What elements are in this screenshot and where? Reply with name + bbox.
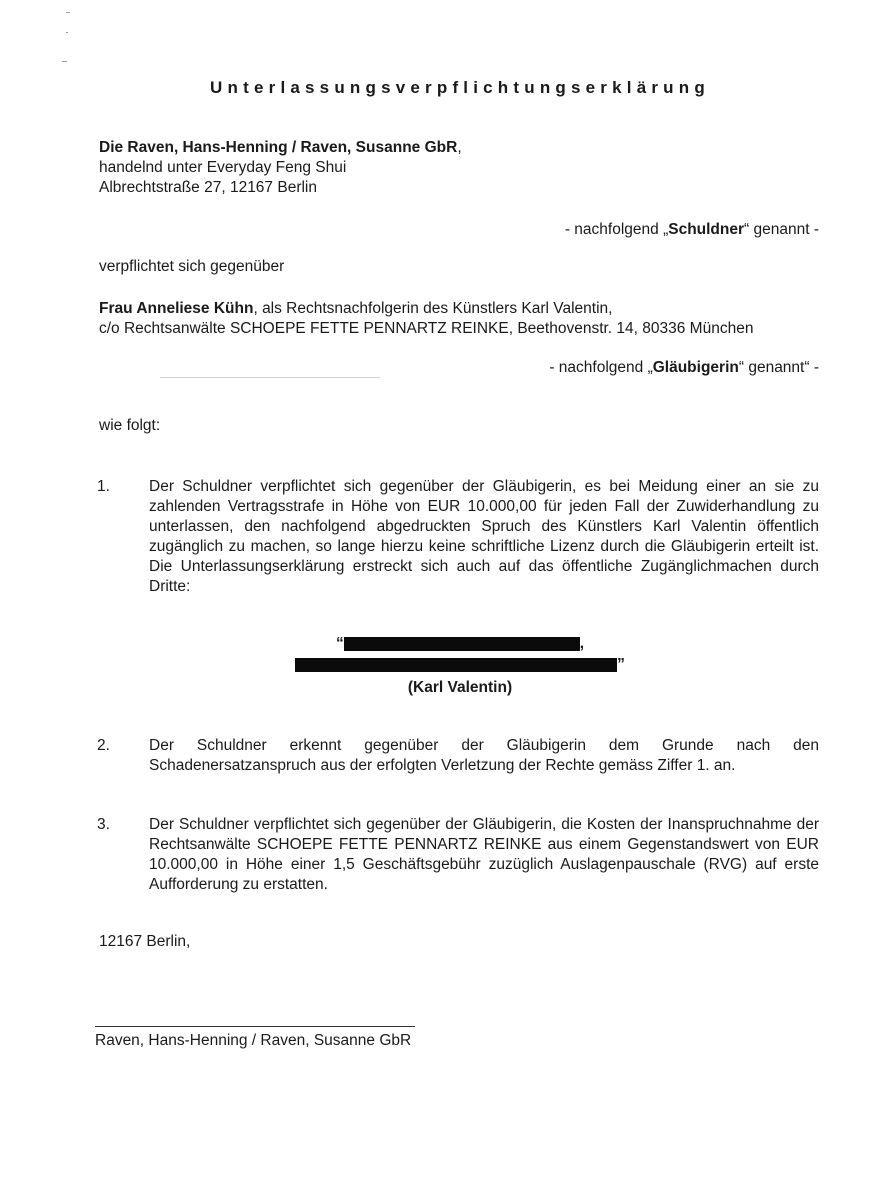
item-1-paragraph: Der Schuldner verpflichtet sich gegenüber der Gläubigerin, es bei Meidung einer an sie zu zahlenden Vertragsstrafe in Höhe von EUR 10.000,00 für jeden Fall der Zuwiderhandlung zu unterlassen, den nachfolgend abgedruckten Spruch des Künstlers Karl Valentin öffentlich zugänglich zu machen, so lange hierzu keine schriftliche Lizenz durch die Gläubigerin erteilt ist. Die Unterlassungserklärung erstreckt sich auch auf das öffentliche Zugänglichmachen durch Dritte: [149,478,819,595]
designation-prefix: - nachfolgend „ [549,359,653,376]
debtor-name-line [99,138,462,158]
place-date: 12167 Berlin, [99,933,191,950]
quote-line-1 [250,634,670,654]
signature-name: Raven, Hans-Henning / Raven, Susanne GbR [95,1032,412,1049]
designation-term: Gläubigerin [652,359,739,376]
debtor-trade-name: handelnd unter Everyday Feng Shui [99,159,347,176]
item-2-paragraph: Der Schuldner erkennt gegenüber der Gläubigerin dem Grunde nach den Schadenersatzanspruch aus der erfolgten Verletzung der Rechte gemäss Ziffer 1. an. [149,737,819,774]
item-number: 3. [97,816,110,833]
quote-line-2 [250,655,670,675]
document-title: Unterlassungsverpflichtungserklärung [210,78,710,97]
as-follows-text: wie folgt: [99,417,161,434]
debtor-name: Die Raven, Hans-Henning / Raven, Susanne GbR [99,139,458,156]
redaction-bar [344,637,580,651]
item-number: 2. [97,737,110,754]
scan-mark [66,12,70,13]
creditor-address: c/o Rechtsanwälte SCHOEPE FETTE PENNARTZ REINKE, Beethovenstr. 14, 80336 München [99,320,754,337]
item-text [149,477,819,597]
scan-mark [66,32,68,33]
debtor-name-suffix: , [457,139,462,156]
designation-term: Schuldner [668,221,745,238]
designation-suffix: “ genannt - [744,221,819,238]
item-text [149,815,819,895]
quote-close-mark: ” [617,656,625,673]
item-text [149,736,819,776]
designation-suffix: “ genannt“ - [738,359,819,376]
creditor-line-1 [99,299,612,319]
debtor-designation [565,220,819,240]
quote-attribution: (Karl Valentin) [407,679,513,696]
quote-open-mark: “ [335,635,344,652]
signature-line [95,1026,415,1027]
redaction-bar [295,658,617,672]
designation-prefix: - nachfolgend „ [564,221,669,238]
item-3-paragraph: Der Schuldner verpflichtet sich gegenüber der Gläubigerin, die Kosten der Inanspruchnahme der Rechtsanwälte SCHOEPE FETTE PENNARTZ REINKE aus einem Gegenstandswert von EUR 10.000,00 in Höhe einer 1,5 Geschäftsgebühr zuzüglich Auslagenpauschale (RVG) auf erste Aufforderung zu erstatten. [149,816,819,893]
transition-text: verpflichtet sich gegenüber [99,258,285,275]
scan-artifact-line [160,377,380,378]
item-number: 1. [97,478,110,495]
scan-mark [62,61,67,62]
creditor-role: , als Rechtsnachfolgerin des Künstlers Karl Valentin, [253,300,613,317]
quote-line-1-end: , [579,635,585,652]
debtor-address: Albrechtstraße 27, 12167 Berlin [99,179,317,196]
creditor-name: Frau Anneliese Kühn [99,300,254,317]
creditor-designation [549,358,819,378]
